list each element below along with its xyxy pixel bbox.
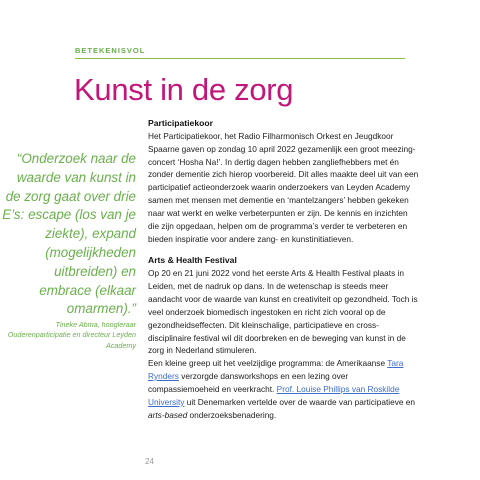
program-text-2: verzorgde dansworkshops en een lezing over compassiemoeheid en veerkracht. <box>148 371 349 394</box>
section-label: BETEKENISVOL <box>75 46 146 55</box>
louise-phillips-link[interactable]: Prof. Louise Phillips van Roskilde University <box>148 383 400 407</box>
program-text-4: onderzoeksbenadering. <box>187 409 277 420</box>
participatiekoor-heading: Participatiekoor <box>148 118 213 128</box>
festival-program-paragraph <box>148 357 420 421</box>
section-divider <box>75 58 405 59</box>
page-number: 24 <box>145 457 154 466</box>
tara-rynders-link[interactable]: Tara Rynders <box>148 358 404 382</box>
festival-heading: Arts & Health Festival <box>148 255 237 266</box>
quote-attribution: Tineke Abma, hoogleraar Ouderenparticipatie en directeur Leyden Academy <box>7 320 136 350</box>
page-title: Kunst in de zorg <box>74 72 294 107</box>
participatiekoor-paragraph: Het Participatiekoor, het Radio Filharmonisch Orkest en Jeugdkoor Spaarne gaven op zondag 10 april 2022 gezamenlijk een groot meezing-concert ‘Hosha Na!’. In dertig dagen hebben zangliefhebbers met én zonder dementie zich hierop voorbereid. Dit alles maakte deel uit van een participatief actieonderzoek waarin onderzoekers van Leyden Academy samen met mensen met dementie en ‘mantelzangers’ hebben gekeken naar wat werkt en welke verbeterpunten er zijn. De kennis en inzichten die zijn opgedaan, helpen om de programma’s verder te verbeteren en bieden inspiratie voor andere zang- en kunstinitiatieven. <box>148 130 419 244</box>
festival-paragraph: Op 20 en 21 juni 2022 vond het eerste Arts & Health Festival plaats in Leiden, met de nadruk op dans. In de wetenschap is steeds meer aandacht voor de waarde van kunst en creativiteit op gezondheid. Toch is veel onderzoek biomedisch ingestoken en richt zich vooral op de gezondheidseffecten. Dit kleinschalige, participatieve en cross-disciplinaire festival wil dit doorbreken en de beweging van kunst in de zorg in Nederland stimuleren. <box>148 268 418 356</box>
body-column <box>148 117 420 421</box>
arts-based-emphasis: arts-based <box>148 409 188 420</box>
pull-quote: “Onderzoek naar de waarde van kunst in de zorg gaat over drie E’s: escape (los van je ziekte), expand (mogelijkheden uitbreiden) en embrace (elkaar omarmen).” <box>2 151 136 317</box>
program-text-1: Een kleine greep uit het veelzijdige programma: de Amerikaanse <box>148 358 388 369</box>
program-text-3: uit Denemarken vertelde over de waarde van participatieve en <box>184 396 416 407</box>
paragraph-spacer <box>148 245 420 254</box>
